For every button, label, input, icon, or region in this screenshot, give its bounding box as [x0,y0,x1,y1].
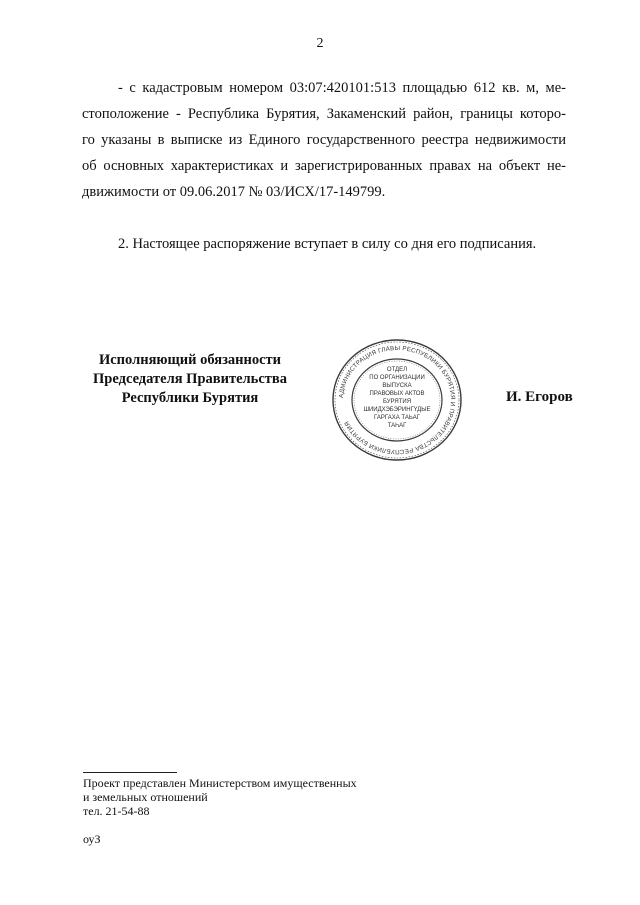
seal-text-line: ОТДЕЛ [386,367,408,373]
seal-text-line: ВЫПУСКА [382,383,412,389]
seal-text-line: ГАРГАХА ТАЬАГ [374,415,420,421]
paragraph-line: го указаны в выписке из Единого государственного реестра недвижимости [82,132,566,148]
paragraph-line: - с кадастровым номером 03:07:420101:513 площадью 612 кв. м, ме- [118,80,566,96]
signatory-name: И. Егоров [506,389,573,405]
paragraph-line: движимости от 09.06.2017 № 03/ИСХ/17-149799. [82,184,386,200]
signatory-title-line: Республики Бурятия [121,390,259,406]
seal-text-line: ПРАВОВЫХ АКТОВ [369,391,425,397]
footnote-line: тел. 21-54-88 [83,804,150,818]
official-seal [330,336,464,464]
footnote-line: и земельных отношений [83,790,208,804]
seal-text-line: ТАҺАГ [387,423,407,429]
paragraph-effective-date [82,231,566,257]
seal-text-line: ПО ОРГАНИЗАЦИИ [369,375,425,381]
seal-text-line: ШИИДХЭБЭРИНГҮДЫЕ [363,407,431,413]
document-code: оуЗ [83,832,101,846]
footnote [83,776,357,818]
footnote-line: Проект представлен Министерством имущественных [83,776,357,790]
page-number: 2 [316,36,324,51]
paragraph-line: 2. Настоящее распоряжение вступает в силу со дня его подписания. [118,236,537,252]
signatory-title-line: Исполняющий обязанности [98,352,282,368]
paragraph-line: об основных характеристиках и зарегистрированных правах на объект не- [82,158,566,174]
signatory-title [80,351,300,408]
seal-ring-text: АДМИНИСТРАЦИЯ ГЛАВЫ РЕСПУБЛИКИ БУРЯТИЯ И ПРАВИТЕЛЬСТВА РЕСПУБЛИКИ БУРЯТИЯ [338,344,457,456]
paragraph-line: стоположение - Республика Бурятия, Закаменский район, границы которо- [82,106,566,122]
footnote-divider [83,772,177,773]
signatory-title-line: Председателя Правительства [93,371,287,387]
seal-text-line: БУРЯТИЯ [382,399,412,405]
paragraph-cadastral [82,75,566,205]
